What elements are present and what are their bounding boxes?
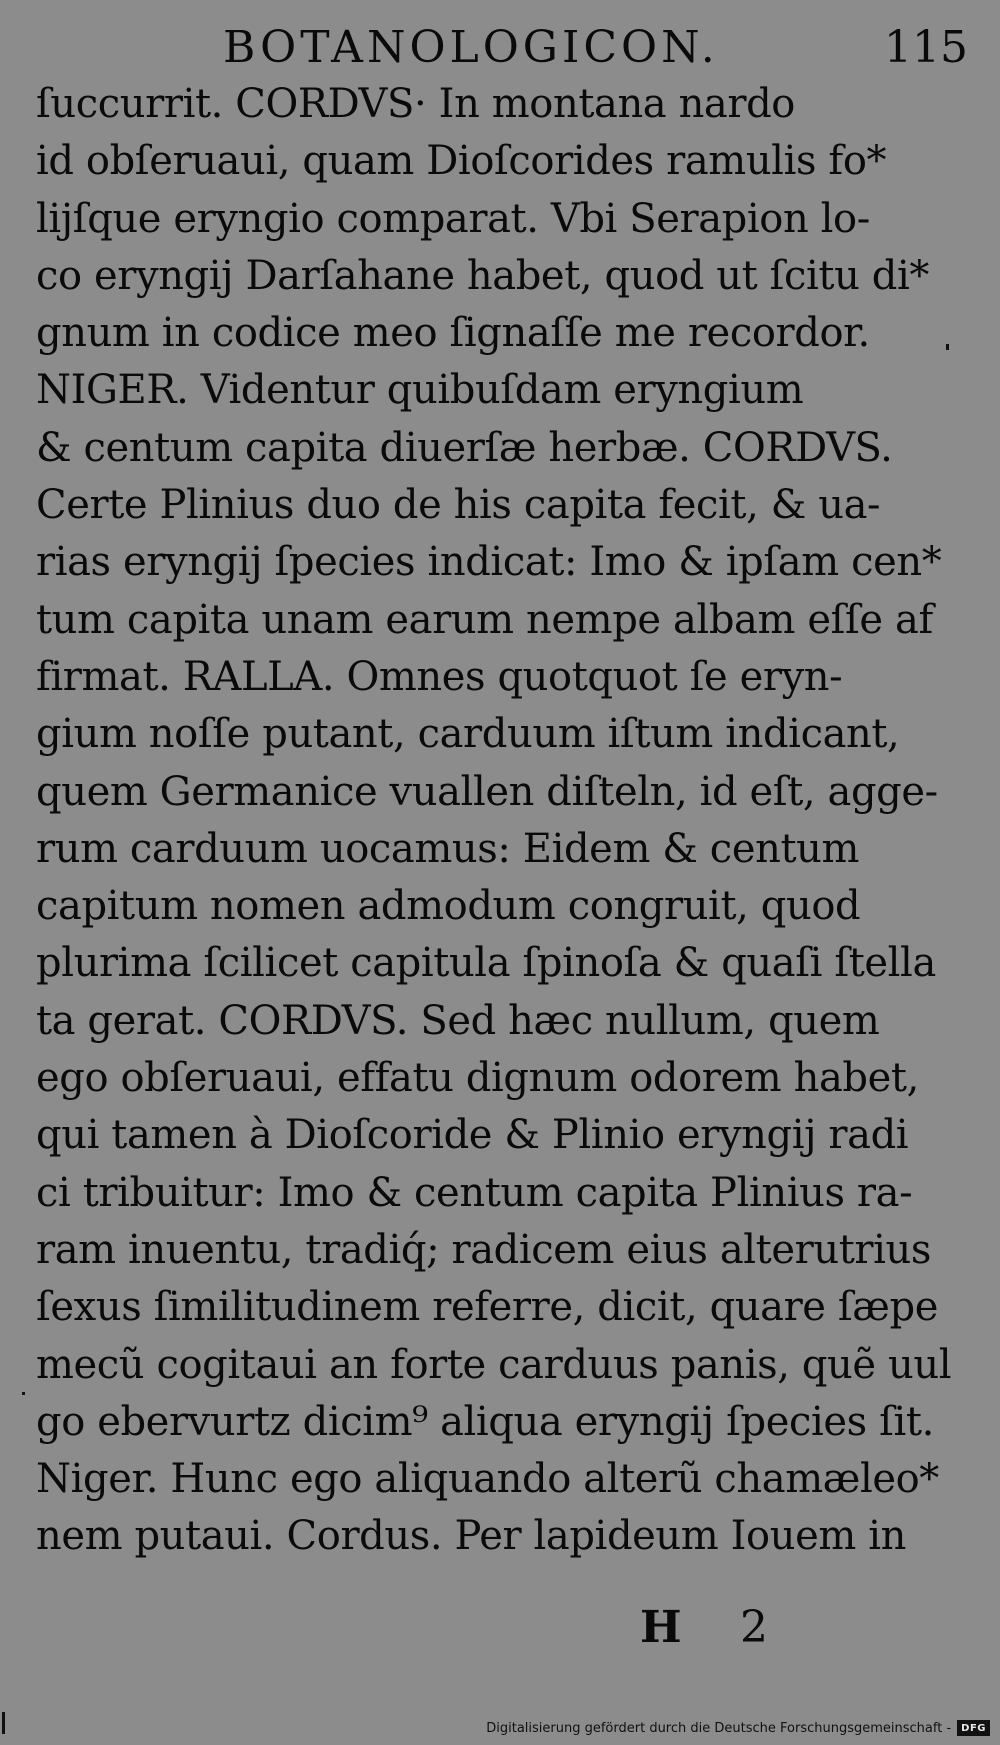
text-line: gnum in codice meo ſignaſſe me recordor. xyxy=(36,310,870,357)
text-line: gium noſſe putant, carduum iſtum indicant, xyxy=(36,711,900,758)
text-line: lijſque eryngio comparat. Vbi Serapion lo- xyxy=(36,195,870,242)
running-head xyxy=(38,20,968,76)
text-line: mecũ cogitaui an forte carduus panis, quẽ uul xyxy=(36,1341,952,1388)
text-line: tum capita unam earum nempe albam eſſe af xyxy=(36,596,933,643)
text-line: capitum nomen admodum congruit, quod xyxy=(36,883,861,930)
text-line: ci tribuitur: Imo & centum capita Plinius ra- xyxy=(36,1169,913,1216)
text-line: go ebervurtz dicim⁹ aliqua eryngij ſpecies ſit. xyxy=(36,1398,934,1445)
body-text xyxy=(36,76,966,1566)
text-line: Certe Plinius duo de his capita fecit, & ua- xyxy=(36,482,881,529)
text-line: rum carduum uocamus: Eidem & centum xyxy=(36,825,860,872)
text-line: ta gerat. CORDVS. Sed hæc nullum, quem xyxy=(36,997,880,1044)
text-line: Niger. Hunc ego aliquando alterũ chamæleo* xyxy=(36,1456,939,1503)
text-line: ram inuentu, tradiq́; radicem eius alterutrius xyxy=(36,1226,931,1273)
dfg-logo: DFG xyxy=(957,1720,990,1736)
text-line: & centum capita diuerſæ herbæ. CORDVS. xyxy=(36,424,893,471)
running-title: BOTANOLOGICON. xyxy=(223,22,719,73)
digitization-footer xyxy=(486,1717,990,1739)
text-line: qui tamen à Dioſcoride & Plinio eryngij radi xyxy=(36,1112,909,1159)
signature-mark xyxy=(640,1600,780,1660)
digitization-credit: Digitalisierung gefördert durch die Deutsche Forschungsgemeinschaft - xyxy=(486,1720,952,1736)
text-line: co eryngij Darſahane habet, quod ut ſcitu di* xyxy=(36,252,929,299)
text-line: NIGER. Videntur quibuſdam eryngium xyxy=(36,367,804,414)
scan-speck xyxy=(2,1712,5,1734)
text-line: quem Germanice vuallen diſteln, id eſt, agge- xyxy=(36,768,938,815)
text-line: nem putaui. Cordus. Per lapideum Iouem in xyxy=(36,1513,906,1560)
scan-speck xyxy=(946,344,949,350)
signature-letter: H xyxy=(640,1602,682,1653)
text-line: ſexus ſimilitudinem referre, dicit, quare ſæpe xyxy=(36,1284,938,1331)
signature-number: 2 xyxy=(740,1602,768,1653)
scan-speck xyxy=(22,1392,25,1395)
text-line: ſuccurrit. CORDVS· In montana nardo xyxy=(36,81,795,127)
text-line: rias eryngij ſpecies indicat: Imo & ipſam cen* xyxy=(36,539,942,586)
page-number: 115 xyxy=(884,22,968,73)
text-line: firmat. RALLA. Omnes quotquot ſe eryn- xyxy=(36,653,843,700)
text-line: ego obſeruaui, effatu dignum odorem habet, xyxy=(36,1055,919,1102)
text-line: plurima ſcilicet capitula ſpinoſa & quaſi ſtella xyxy=(36,940,936,987)
text-line: id obſeruaui, quam Dioſcorides ramulis fo* xyxy=(36,138,887,185)
